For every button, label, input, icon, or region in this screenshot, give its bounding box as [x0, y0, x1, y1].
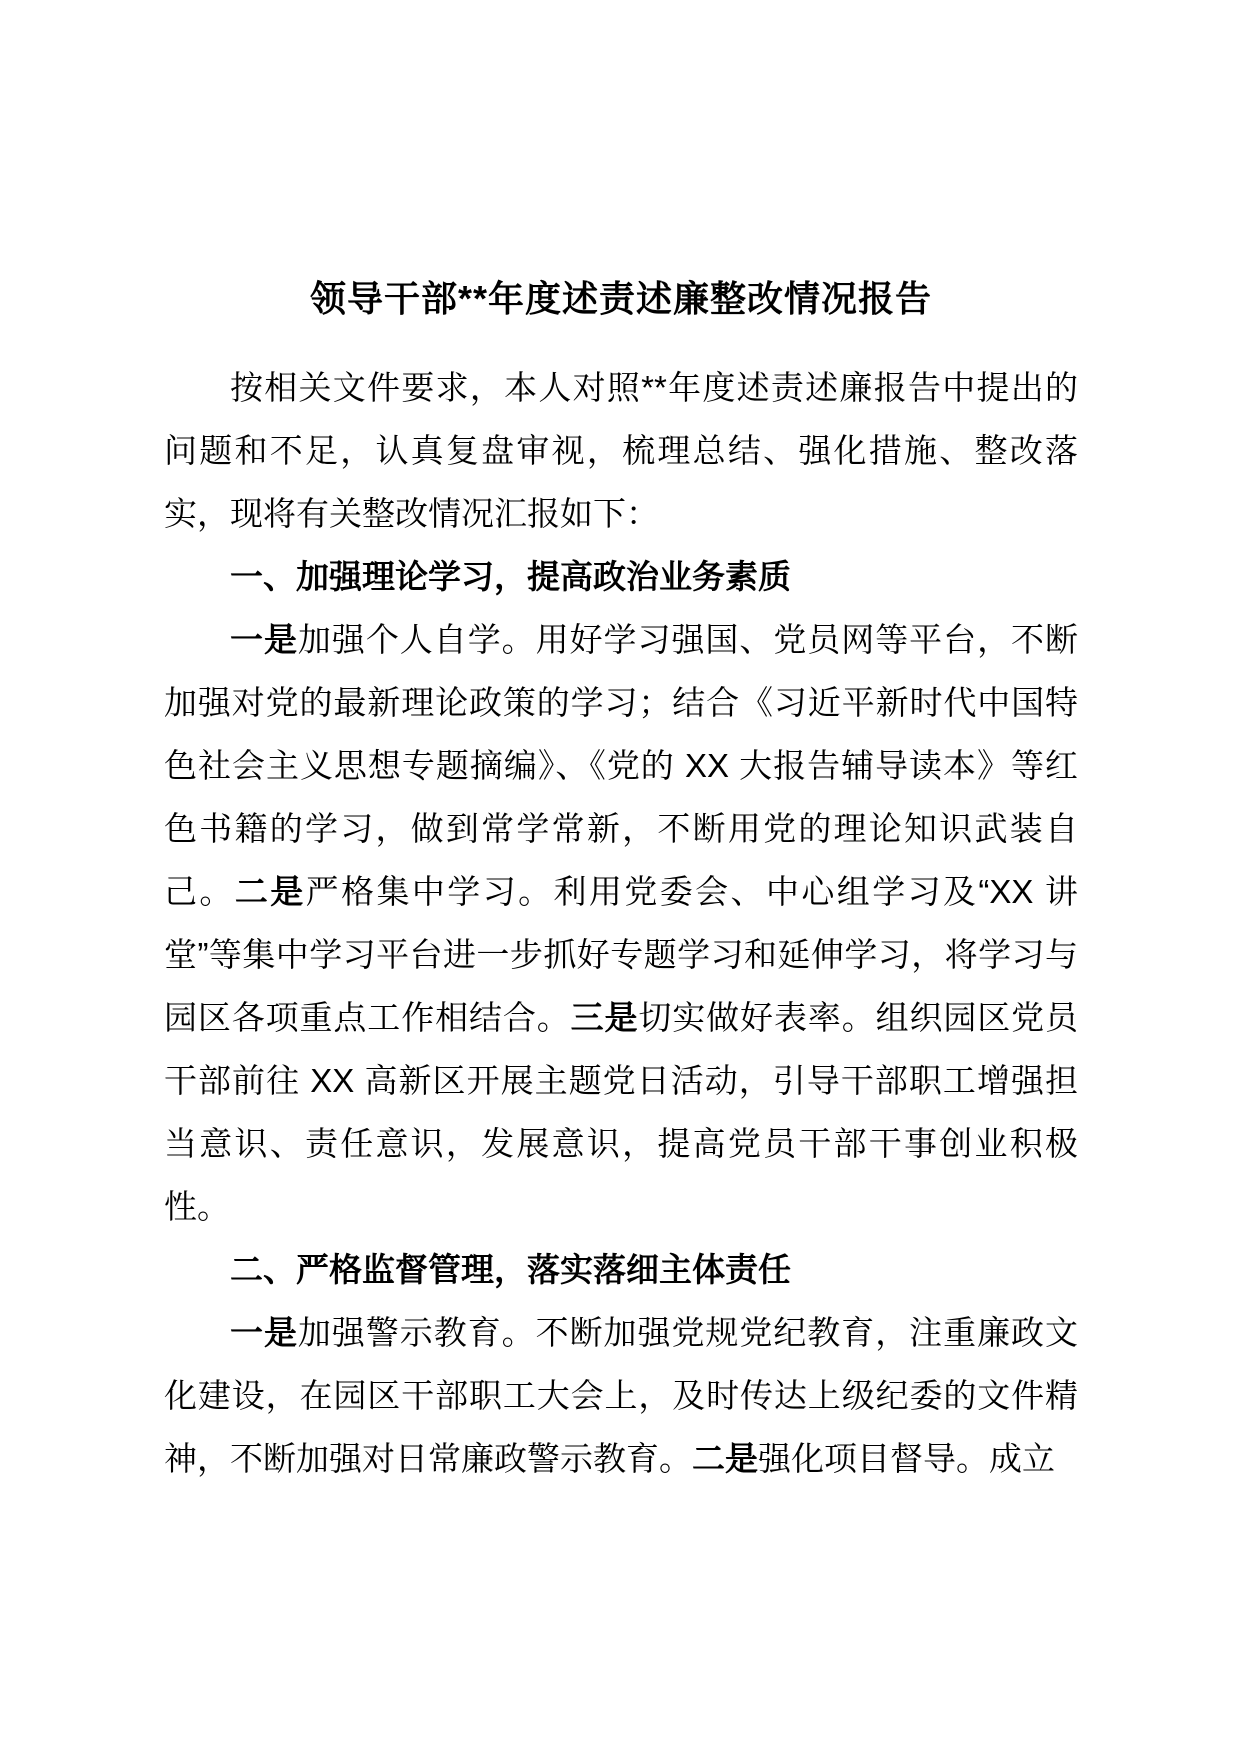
- bold-text-run: 一是: [230, 1314, 298, 1351]
- section-heading: [164, 545, 1078, 608]
- bold-text-run: 一是: [230, 621, 298, 658]
- text-run: 严格集中学习。利用党委会、中心组学习及“XX 讲堂”等集中学习平台进一步抓好专题学习和延伸学习，将学习与园区各项重点工作相结合。: [164, 873, 1079, 1036]
- paragraph: [164, 356, 1078, 545]
- text-run: 加强警示教育。不断加强党规党纪教育，注重廉政文化建设，在园区干部职工大会上，及时传达上级纪委的文件精神，不断加强对日常廉政警示教育。: [164, 1314, 1079, 1477]
- bold-text-run: 二是: [234, 873, 306, 910]
- text-run: 加强个人自学。用好学习强国、党员网等平台，不断加强对党的最新理论政策的学习；结合《习近平新时代中国特色社会主义思想专题摘编》、《党的 XX 大报告辅导读本》等红色书籍的学习，做到常学常新，不断用党的理论知识武装自己。: [164, 621, 1079, 910]
- paragraph: [164, 608, 1078, 1238]
- bold-text-run: 二是: [692, 1440, 758, 1477]
- paragraph: [164, 1301, 1078, 1490]
- section-heading: [164, 1238, 1078, 1301]
- bold-text-run: 一、加强理论学习，提高政治业务素质: [230, 558, 791, 595]
- text-run: 按相关文件要求，本人对照**年度述责述廉报告中提出的问题和不足，认真复盘审视，梳理总结、强化措施、整改落实，现将有关整改情况汇报如下：: [164, 369, 1078, 532]
- text-run: 强化项目督导。成立: [758, 1440, 1055, 1477]
- bold-text-run: 三是: [570, 999, 639, 1036]
- bold-text-run: 二、严格监督管理，落实落细主体责任: [230, 1251, 791, 1288]
- document-body: [164, 356, 1078, 1490]
- text-run: 切实做好表率。组织园区党员干部前往 XX 高新区开展主题党日活动，引导干部职工增强担当意识、责任意识，发展意识，提高党员干部干事创业积极性。: [164, 999, 1079, 1225]
- document-title: 领导干部**年度述责述廉整改情况报告: [309, 278, 933, 319]
